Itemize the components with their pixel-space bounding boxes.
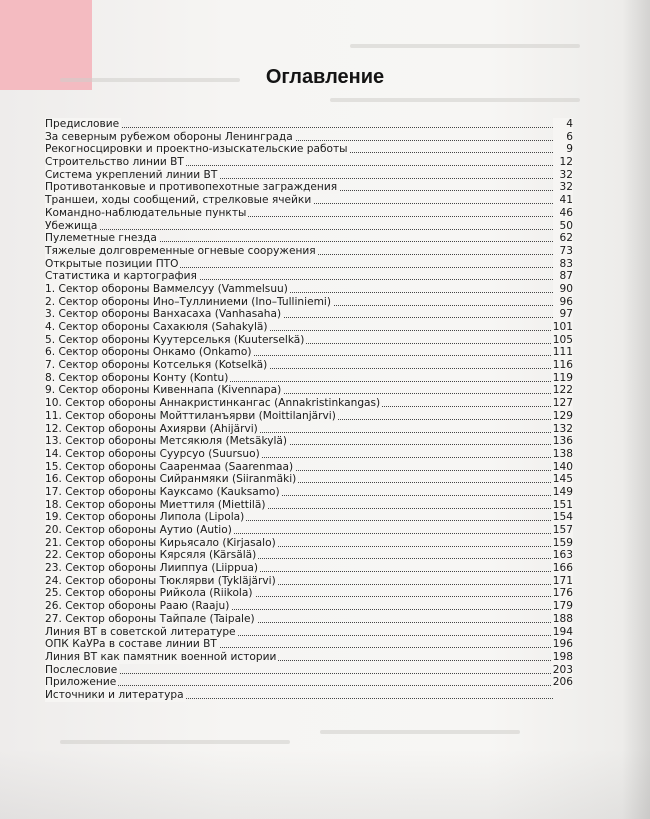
toc-entry-title: Рекогносцировки и проектно-изыскательские работы — [45, 143, 348, 156]
toc-entry — [45, 600, 573, 613]
bleed-through-text — [60, 740, 290, 744]
toc-entry-title: 1. Сектор обороны Ваммелсуу (Vammelsuu) — [45, 282, 288, 295]
toc-entry-page: 149 — [552, 485, 573, 498]
toc-entry-title: 27. Сектор обороны Тайпале (Taipale) — [45, 612, 255, 625]
toc-entry-title: 17. Сектор обороны Кауксамо (Kauksamo) — [45, 485, 280, 498]
toc-entry-page: 116 — [552, 359, 573, 372]
toc-entry-title: 8. Сектор обороны Конту (Kontu) — [45, 371, 229, 384]
toc-entry-title: 4. Сектор обороны Сахакюля (Sahakylä) — [45, 321, 268, 333]
toc-entry — [45, 118, 573, 131]
toc-entry-page: 62 — [553, 232, 573, 245]
toc-entry — [45, 359, 573, 372]
toc-entry — [45, 486, 573, 499]
toc-entry — [45, 321, 573, 334]
toc-entry — [45, 626, 573, 639]
toc-entry-title: Источники и литература — [45, 688, 184, 701]
toc-entry-title: Открытые позиции ПТО — [45, 257, 179, 270]
toc-entry-page: 83 — [553, 258, 573, 271]
toc-entry-title: Противотанковые и противопехотные заграждения — [45, 181, 338, 194]
dot-leader — [45, 229, 553, 230]
table-of-contents — [45, 118, 573, 702]
toc-entry-title: 12. Сектор обороны Ахиярви (Ahijärvi) — [45, 422, 258, 435]
toc-entry — [45, 397, 573, 410]
toc-entry-title: 26. Сектор обороны Рааю (Raaju) — [45, 600, 230, 613]
toc-entry-title: Тяжелые долговременные огневые сооружения — [45, 244, 316, 257]
toc-entry-title: 18. Сектор обороны Миеттиля (Miettilä) — [45, 498, 266, 511]
toc-entry-page: 179 — [552, 600, 573, 613]
toc-entry — [45, 169, 573, 182]
toc-entry-title: 23. Сектор обороны Лииппуа (Liippua) — [45, 562, 259, 575]
toc-entry-page: 176 — [552, 587, 573, 600]
dot-leader — [45, 685, 553, 686]
toc-entry — [45, 423, 573, 436]
page-edge-shadow — [622, 0, 650, 819]
toc-entry — [45, 258, 573, 271]
toc-entry-page: 9 — [553, 143, 573, 156]
toc-entry-page: 163 — [552, 549, 573, 562]
toc-entry-title: 25. Сектор обороны Рийкола (Riikola) — [45, 587, 253, 600]
toc-entry-page: 4 — [553, 118, 573, 131]
toc-entry-page: 90 — [553, 283, 573, 296]
toc-entry-title: Командно-наблюдательные пункты — [45, 206, 247, 219]
toc-entry — [45, 207, 573, 220]
toc-entry-page: 32 — [553, 169, 573, 182]
toc-entry-page: 198 — [552, 650, 573, 663]
toc-entry — [45, 296, 573, 309]
toc-entry-title: 22. Сектор обороны Кярсяля (Kärsälä) — [45, 549, 257, 562]
toc-entry-page: 132 — [552, 422, 573, 435]
toc-entry-page: 129 — [552, 409, 573, 422]
toc-entry — [45, 676, 573, 689]
toc-entry-title: 21. Сектор обороны Кирьясало (Kirjasalo) — [45, 536, 276, 549]
toc-entry-title: Приложение — [45, 676, 117, 689]
toc-entry-title: Строительство линии ВТ — [45, 156, 184, 169]
toc-entry-title: Статистика и картография — [45, 270, 197, 283]
toc-entry — [45, 372, 573, 385]
toc-entry-title: 24. Сектор обороны Тюклярви (Tykläjärvi) — [45, 574, 276, 587]
bleed-through-text — [330, 98, 580, 102]
toc-entry-page: 73 — [553, 245, 573, 258]
toc-entry-title: Предисловие — [45, 118, 120, 130]
toc-entry-page: 101 — [552, 321, 573, 333]
toc-entry-page: 203 — [552, 663, 573, 676]
toc-entry — [45, 587, 573, 600]
toc-entry-title: 10. Сектор обороны Аннакристинкангас (Annakristinkangas) — [45, 397, 381, 410]
toc-entry-title: Пулеметные гнезда — [45, 232, 157, 245]
toc-entry-title: 16. Сектор обороны Сийранмяки (Siiranmäki) — [45, 473, 297, 486]
toc-entry-page: 111 — [552, 346, 573, 359]
toc-entry-page: 140 — [552, 460, 573, 473]
toc-entry-page: 154 — [552, 511, 573, 524]
toc-entry — [45, 562, 573, 575]
toc-entry-title: 13. Сектор обороны Метсякюля (Metsäkylä) — [45, 435, 288, 448]
toc-entry — [45, 435, 573, 448]
toc-entry-title: За северным рубежом обороны Ленинграда — [45, 130, 293, 143]
toc-entry — [45, 448, 573, 461]
toc-entry-title: 7. Сектор обороны Котселькя (Kotselkä) — [45, 359, 268, 372]
toc-entry-page: 151 — [552, 498, 573, 511]
toc-entry-title: Послесловие — [45, 663, 118, 676]
toc-entry — [45, 524, 573, 537]
toc-entry-title: Линия ВТ в советской литературе — [45, 625, 236, 638]
page-bottom-shadow — [0, 749, 650, 819]
toc-entry-page: 122 — [552, 384, 573, 397]
toc-entry — [45, 245, 573, 258]
toc-entry — [45, 334, 573, 347]
toc-entry-title: Убежища — [45, 219, 98, 232]
toc-entry — [45, 232, 573, 245]
toc-entry — [45, 384, 573, 397]
toc-entry-page: 127 — [552, 397, 573, 410]
toc-entry-page: 159 — [552, 536, 573, 549]
toc-entry-title: 20. Сектор обороны Аутио (Autio) — [45, 524, 232, 536]
toc-entry-page: 50 — [553, 220, 573, 233]
toc-entry-page: 32 — [553, 181, 573, 194]
toc-entry-page: 157 — [552, 524, 573, 536]
toc-entry-page: 166 — [552, 562, 573, 575]
toc-entry-page: 188 — [552, 612, 573, 625]
toc-entry-page: 87 — [553, 270, 573, 283]
toc-entry — [45, 283, 573, 296]
toc-entry-page: 41 — [553, 194, 573, 207]
toc-entry-title: 9. Сектор обороны Кивеннапа (Kivennapa) — [45, 384, 282, 397]
toc-entry — [45, 270, 573, 283]
toc-entry-title: Линия ВТ как памятник военной истории — [45, 650, 277, 663]
toc-entry — [45, 638, 573, 651]
toc-entry-title: Система укреплений линии ВТ — [45, 168, 218, 181]
toc-entry — [45, 689, 573, 702]
toc-entry — [45, 156, 573, 169]
toc-entry — [45, 613, 573, 626]
toc-entry — [45, 346, 573, 359]
toc-entry-page: 138 — [552, 447, 573, 460]
page-title: Оглавление — [265, 66, 385, 88]
toc-entry — [45, 549, 573, 562]
toc-entry-page: 206 — [552, 676, 573, 689]
toc-entry-title: 6. Сектор обороны Онкамо (Onkamo) — [45, 346, 252, 359]
toc-entry — [45, 473, 573, 486]
dot-leader — [45, 127, 553, 128]
toc-entry-title: 2. Сектор обороны Ино–Туллиниеми (Ino–Tulliniemi) — [45, 295, 331, 308]
toc-entry-page: 196 — [552, 638, 573, 651]
toc-entry — [45, 410, 573, 423]
toc-entry-page: 96 — [553, 296, 573, 309]
toc-entry-title: 11. Сектор обороны Мойттиланъярви (Moittilanjärvi) — [45, 409, 336, 422]
toc-entry-title: 5. Сектор обороны Куутерселькя (Kuuterselkä) — [45, 333, 305, 346]
toc-entry — [45, 499, 573, 512]
toc-entry — [45, 131, 573, 144]
toc-entry — [45, 461, 573, 474]
bleed-through-text — [320, 730, 520, 734]
toc-entry-title: 15. Сектор обороны Сааренмаа (Saarenmaa) — [45, 460, 294, 473]
dot-leader — [45, 673, 553, 674]
toc-entry — [45, 181, 573, 194]
toc-entry — [45, 220, 573, 233]
toc-entry-page: 145 — [552, 473, 573, 486]
toc-entry-page: 6 — [553, 131, 573, 144]
toc-entry-title: Траншеи, ходы сообщений, стрелковые ячейки — [45, 194, 312, 207]
toc-entry-page: 194 — [552, 625, 573, 638]
toc-entry-title: 14. Сектор обороны Суурсуо (Suursuo) — [45, 447, 260, 460]
toc-entry — [45, 537, 573, 550]
toc-entry-page: 97 — [553, 308, 573, 321]
toc-entry-page: 12 — [553, 156, 573, 169]
toc-entry-page: 119 — [552, 371, 573, 384]
toc-entry — [45, 194, 573, 207]
bleed-through-text — [350, 44, 580, 48]
toc-entry — [45, 575, 573, 588]
toc-entry — [45, 651, 573, 664]
toc-entry — [45, 511, 573, 524]
toc-entry-title: ОПК КаУРа в составе линии ВТ — [45, 638, 217, 651]
toc-entry-page: 46 — [553, 207, 573, 220]
toc-entry-title: 19. Сектор обороны Липола (Lipola) — [45, 511, 245, 524]
toc-entry-page: 136 — [552, 435, 573, 448]
toc-entry — [45, 664, 573, 677]
toc-entry-title: 3. Сектор обороны Ванхасаха (Vanhasaha) — [45, 308, 282, 321]
toc-entry-page: 171 — [552, 574, 573, 587]
toc-entry — [45, 143, 573, 156]
toc-entry — [45, 308, 573, 321]
toc-entry-page: 105 — [552, 333, 573, 346]
